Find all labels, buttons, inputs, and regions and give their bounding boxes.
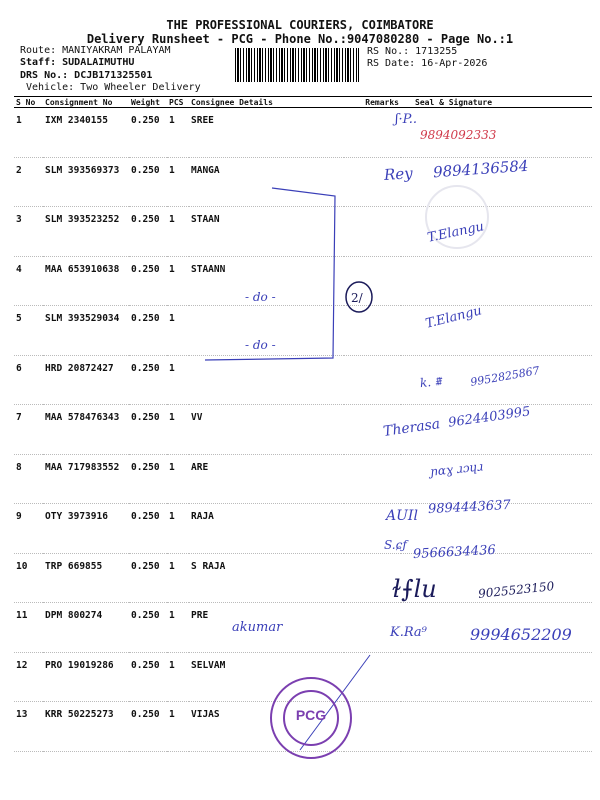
row-weight: 0.250 xyxy=(129,405,167,455)
row-weight: 0.250 xyxy=(129,454,167,504)
row-consignee: PRE xyxy=(189,603,344,653)
handwritten-signature: k. ⩩ xyxy=(419,373,442,391)
row-consignee: VIJAS xyxy=(189,702,344,752)
svg-text:2/: 2/ xyxy=(351,291,363,305)
col-consignee: Consignee Details xyxy=(189,97,344,108)
row-pcs: 1 xyxy=(167,454,189,504)
row-sno: 7 xyxy=(14,405,43,455)
handwritten-signature: ɫ⨍lu xyxy=(392,575,437,603)
row-consignment: IXM 2340155 xyxy=(43,108,129,158)
row-weight: 0.250 xyxy=(129,256,167,306)
handwritten-phone: 9952825867 xyxy=(469,364,541,389)
handwritten-signature: S.ɕƒ xyxy=(384,538,407,552)
row-pcs: 1 xyxy=(167,603,189,653)
row-weight: 0.250 xyxy=(129,108,167,158)
pcg-stamp xyxy=(270,677,352,759)
row-sno: 5 xyxy=(14,306,43,356)
stamp-text: PCG xyxy=(295,707,327,723)
row-consignment: PRO 19019286 xyxy=(43,652,129,702)
row-pcs: 1 xyxy=(167,553,189,603)
row-consignee: STAAN xyxy=(189,207,344,257)
row-pcs: 1 xyxy=(167,355,189,405)
row-pcs: 1 xyxy=(167,702,189,752)
ditto-mark: - do - xyxy=(245,290,276,304)
handwritten-signature: Rey xyxy=(383,164,414,184)
row-sno: 1 xyxy=(14,108,43,158)
row-pcs: 1 xyxy=(167,405,189,455)
row-pcs: 1 xyxy=(167,504,189,554)
row-consignee: SELVAM xyxy=(189,652,344,702)
handwritten-phone: 9566634436 xyxy=(412,542,497,563)
row-weight: 0.250 xyxy=(129,652,167,702)
route-label: Route: MANIYAKRAM PALAYAM xyxy=(20,45,171,56)
row-consignee: STAANN xyxy=(189,256,344,306)
handwritten-signature: ɲɑɣ ɹɔɥɹ xyxy=(429,459,484,479)
handwritten-name: akumar xyxy=(232,620,283,635)
row-consignment: MAA 653910638 xyxy=(43,256,129,306)
row-sno: 4 xyxy=(14,256,43,306)
handwritten-name: T.Elangu xyxy=(424,303,484,332)
row-sno: 13 xyxy=(14,702,43,752)
row-sno: 8 xyxy=(14,454,43,504)
row-pcs: 1 xyxy=(167,256,189,306)
runsheet-subtitle: Delivery Runsheet - PCG - Phone No.:9047080280 - Page No.:1 xyxy=(86,32,514,46)
row-sno: 6 xyxy=(14,355,43,405)
handwritten-phone: 9894136584 xyxy=(432,156,529,182)
rs-number: RS No.: 1713255 xyxy=(367,46,458,57)
company-title: THE PROFESSIONAL COURIERS, COIMBATORE xyxy=(166,18,434,32)
handwritten-phone: 9994652209 xyxy=(470,625,572,644)
handwritten-phone: 9624403995 xyxy=(447,404,532,431)
handwritten-name: T.Elangu xyxy=(426,219,486,246)
row-sno: 3 xyxy=(14,207,43,257)
row-consignment: TRP 669855 xyxy=(43,553,129,603)
row-sno: 2 xyxy=(14,157,43,207)
vehicle-label: Vehicle: Two Wheeler Delivery xyxy=(26,82,201,93)
row-pcs: 1 xyxy=(167,157,189,207)
row-consignee: RAJA xyxy=(189,504,344,554)
row-weight: 0.250 xyxy=(129,504,167,554)
row-consignment: KRR 50225273 xyxy=(43,702,129,752)
row-consignment: SLM 393569373 xyxy=(43,157,129,207)
row-consignment: SLM 393529034 xyxy=(43,306,129,356)
handwritten-name: Therasa xyxy=(382,416,442,440)
staff-label: Staff: SUDALAIMUTHU xyxy=(20,57,135,68)
col-pcs: PCS xyxy=(167,97,189,108)
handwritten-signature: K.Ra⁹ xyxy=(390,625,427,640)
col-consignment: Consignment No xyxy=(43,97,129,108)
row-consignment: MAA 578476343 xyxy=(43,405,129,455)
row-pcs: 1 xyxy=(167,652,189,702)
row-weight: 0.250 xyxy=(129,306,167,356)
handwritten-signature: ʃ·P.. xyxy=(395,112,418,127)
row-weight: 0.250 xyxy=(129,702,167,752)
row-sno: 10 xyxy=(14,553,43,603)
row-consignment: HRD 20872427 xyxy=(43,355,129,405)
col-signature: Seal & Signature xyxy=(401,97,592,108)
row-weight: 0.250 xyxy=(129,207,167,257)
row-pcs: 1 xyxy=(167,207,189,257)
row-weight: 0.250 xyxy=(129,603,167,653)
row-sno: 11 xyxy=(14,603,43,653)
handwritten-signature: AUIl xyxy=(386,508,418,524)
col-remarks: Remarks xyxy=(344,97,401,108)
row-pcs: 1 xyxy=(167,306,189,356)
ditto-mark: - do - xyxy=(245,338,276,352)
row-consignment: DPM 800274 xyxy=(43,603,129,653)
row-sno: 9 xyxy=(14,504,43,554)
handwritten-phone: 9894092333 xyxy=(420,128,497,142)
row-pcs: 1 xyxy=(167,108,189,158)
row-consignee: ARE xyxy=(189,454,344,504)
col-sno: S No xyxy=(14,97,43,108)
rs-date: RS Date: 16-Apr-2026 xyxy=(367,58,488,69)
col-weight: Weight xyxy=(129,97,167,108)
handwritten-phone: 9894443637 xyxy=(427,497,512,518)
row-consignee: VV xyxy=(189,405,344,455)
row-consignee: S RAJA xyxy=(189,553,344,603)
row-consignment: SLM 393523252 xyxy=(43,207,129,257)
row-weight: 0.250 xyxy=(129,355,167,405)
handwritten-phone: 9025523150 xyxy=(477,579,555,601)
row-consignment: MAA 717983552 xyxy=(43,454,129,504)
drs-label: DRS No.: DCJB171325501 xyxy=(20,70,153,81)
row-weight: 0.250 xyxy=(129,157,167,207)
row-weight: 0.250 xyxy=(129,553,167,603)
row-sno: 12 xyxy=(14,652,43,702)
row-consignee: SREE xyxy=(189,108,344,158)
row-consignment: OTY 3973916 xyxy=(43,504,129,554)
row-consignee: MANGA xyxy=(189,157,344,207)
